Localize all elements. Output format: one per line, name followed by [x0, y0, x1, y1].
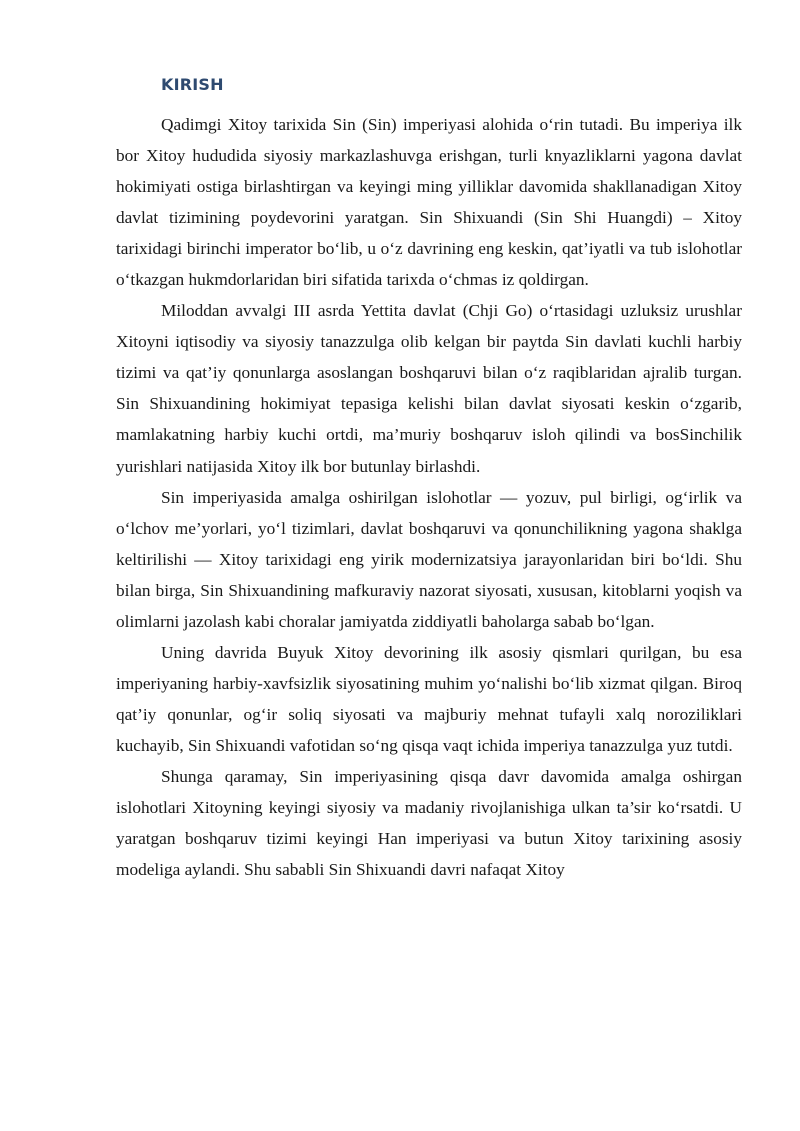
body-text — [116, 109, 742, 885]
paragraph-4: Uning davrida Buyuk Xitoy devorining ilk asosiy qismlari qurilgan, bu esa imperiyaning harbiy-xavfsizlik siyosatining muhim yo‘nalishi bo‘lib xizmat qilgan. Biroq qat’iy qonunlar, og‘ir soliq siyosati va majburiy mehnat tufayli xalq noroziliklari kuchayib, Sin Shixuandi vafotidan so‘ng qisqa vaqt ichida imperiya tanazzulga yuz tutdi. — [116, 642, 742, 755]
paragraph-2: Miloddan avvalgi III asrda Yettita davlat (Chji Go) o‘rtasidagi uzluksiz urushlar Xitoyni iqtisodiy va siyosiy tanazzulga olib kelgan bir paytda Sin davlati kuchli harbiy tizimi va qat’iy qonunlarga asoslangan boshqaruvi bilan o‘z raqiblaridan ajralib turgan. Sin Shixuandining hokimiyat tepasiga kelishi bilan davlat siyosati keskin o‘zgarib, mamlakatning harbiy kuchi ortdi, ma’muriy boshqaruv isloh qilindi va bosSinchilik yurishlari natijasida Xitoy ilk bor butunlay birlashdi. — [116, 301, 742, 476]
section-heading: KIRISH — [161, 75, 224, 94]
paragraph-3: Sin imperiyasida amalga oshirilgan islohotlar — yozuv, pul birligi, og‘irlik va o‘lchov me’yorlari, yo‘l tizimlari, davlat boshqaruvi va qonunchilikning yagona shaklga keltirilishi — Xitoy tarixidagi eng yirik modernizatsiya jarayonlaridan biri bo‘ldi. Shu bilan birga, Sin Shixuandining mafkuraviy nazorat siyosati, xususan, kitoblarni yoqish va olimlarni jazolash kabi choralar jamiyatda ziddiyatli baholarga sabab bo‘lgan. — [116, 487, 742, 631]
paragraph-1: Qadimgi Xitoy tarixida Sin (Sin) imperiyasi alohida o‘rin tutadi. Bu imperiya ilk bor Xitoy hududida siyosiy markazlashuvga erishgan, turli knyazliklarni yagona davlat hokimiyati ostiga birlashtirgan va keyingi ming yilliklar davomida shakllanadigan Xitoy davlat tizimining poydevorini yaratgan. Sin Shixuandi (Sin Shi Huangdi) – Xitoy tarixidagi birinchi imperator bo‘lib, u o‘z davrining eng keskin, qat’iyatli va tub islohotlar o‘tkazgan hukmdorlaridan biri sifatida tarixda o‘chmas iz qoldirgan. — [116, 115, 742, 290]
paragraph-5: Shunga qaramay, Sin imperiyasining qisqa davr davomida amalga oshirgan islohotlari Xitoyning keyingi siyosiy va madaniy rivojlanishiga ulkan ta’sir ko‘rsatdi. U yaratgan boshqaruv tizimi keyingi Han imperiyasi va butun Xitoy tarixining asosiy modeliga aylandi. Shu sababli Sin Shixuandi davri nafaqat Xitoy — [116, 766, 742, 880]
